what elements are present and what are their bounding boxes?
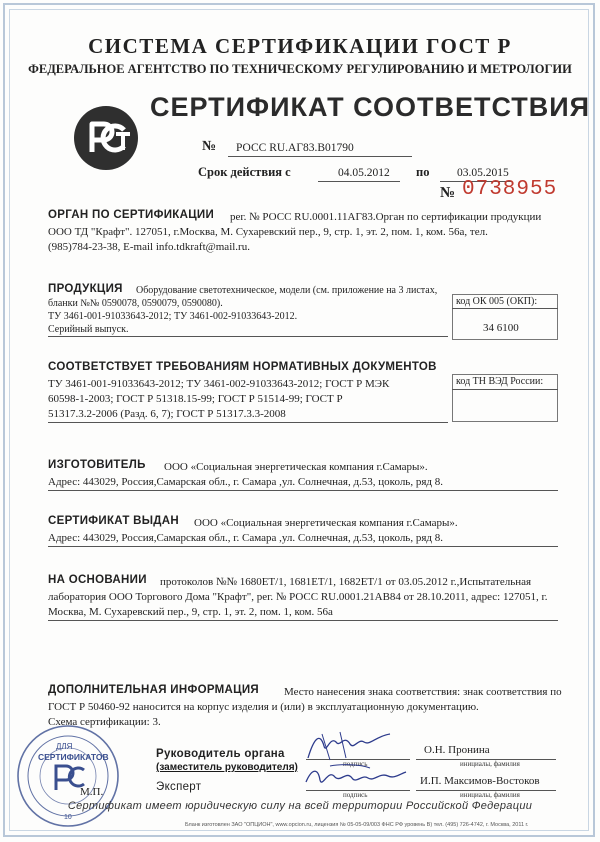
divider	[48, 620, 558, 621]
system-title: СИСТЕМА СЕРТИФИКАЦИИ ГОСТ Р	[88, 34, 512, 58]
basis-line-2: лаборатория ООО Торгового Дома "Крафт", рег. № РОСС RU.0001.21АВ84 от 28.10.2011, адрес: 127051, г.	[48, 591, 548, 603]
validity-to-label: по	[416, 165, 430, 179]
additional-info-label: ДОПОЛНИТЕЛЬНАЯ ИНФОРМАЦИЯ	[48, 684, 259, 696]
deputy-label: (заместитель руководителя)	[156, 762, 298, 773]
signature-hint: подпись	[343, 760, 368, 768]
divider	[452, 389, 558, 390]
cert-body-label: ОРГАН ПО СЕРТИФИКАЦИИ	[48, 209, 215, 221]
compliance-line-2: 60598-1-2003; ГОСТ Р 51318.15-99; ГОСТ Р 51514-99; ГОСТ Р	[48, 393, 343, 405]
stamp-top-text: ДЛЯ	[56, 742, 73, 751]
valid-from: 04.05.2012	[338, 167, 390, 179]
issued-to-label: СЕРТИФИКАТ ВЫДАН	[48, 515, 180, 527]
manufacturer-name: ООО «Социальная энергетическая компания г.Самары».	[164, 461, 428, 473]
blank-number: 0738955	[462, 178, 558, 201]
cert-number-sign: №	[202, 139, 217, 154]
blank-number-sign: №	[440, 185, 456, 201]
divider	[48, 336, 448, 337]
signature-hint: подпись	[343, 791, 368, 799]
agency-title: ФЕДЕРАЛЬНОЕ АГЕНТСТВО ПО ТЕХНИЧЕСКОМУ РЕГУЛИРОВАНИЮ И МЕТРОЛОГИИ	[28, 62, 572, 76]
issued-to-address: Адрес: 443029, Россия,Самарская обл., г. Самара ,ул. Солнечная, д.53, цоколь, ряд 8.	[48, 532, 443, 544]
cert-body-line-2: ООО ТД "Крафт". 127051, г.Москва, М. Сухаревский пер., 9, стр. 1, эт. 2, пом. 1, ком. 56а, тел.	[48, 226, 488, 238]
okp-code-value: 34 6100	[483, 322, 519, 334]
divider	[48, 490, 558, 491]
manufacturer-label: ИЗГОТОВИТЕЛЬ	[48, 459, 146, 471]
expert-name: И.П. Максимов-Востоков	[420, 775, 540, 787]
compliance-line-3: 51317.3.2-2006 (Разд. 6, 7); ГОСТ Р 51317.3.3-2008	[48, 408, 286, 420]
mp-label: М.П.	[80, 786, 104, 798]
head-name: О.Н. Пронина	[424, 744, 490, 756]
manufacturer-address: Адрес: 443029, Россия,Самарская обл., г. Самара ,ул. Солнечная, д.53, цоколь, ряд 8.	[48, 476, 443, 488]
additional-info-line-3: Схема сертификации: 3.	[48, 716, 161, 728]
printer-note: Бланк изготовлен ЗАО "ОПЦИОН", www.opcion.ru, лицензия № 05-05-09/003 ФНС РФ уровень В) тел. (495) 726-4742, г. Москва, 2011 г.	[185, 822, 529, 828]
product-label: ПРОДУКЦИЯ	[48, 283, 123, 295]
divider	[228, 156, 412, 157]
basis-line-3: Москва, М. Сухаревский пер., 9, стр. 1, эт. 2, пом. 1, ком. 56а	[48, 606, 333, 618]
product-line-1: Оборудование светотехническое, модели (см. приложение на 3 листах,	[136, 285, 438, 296]
divider	[48, 546, 558, 547]
head-label: Руководитель органа	[156, 748, 285, 760]
stamp-mid-text: СЕРТИФИКАТОВ	[38, 752, 109, 762]
initials-hint: инициалы, фамилия	[460, 791, 520, 799]
divider	[452, 308, 558, 309]
okp-code-label: код ОК 005 (ОКП):	[456, 296, 538, 307]
stamp-number: 10	[64, 814, 72, 821]
basis-line-1: протоколов №№ 1680ЕТ/1, 1681ЕТ/1, 1682ЕТ/1 от 03.05.2012 г.,Испытательная	[160, 576, 532, 588]
head-signature-icon	[300, 728, 400, 764]
validity-label: Срок действия с	[198, 165, 291, 179]
legal-footer: Сертификат имеет юридическую силу на всей территории Российской Федерации	[67, 800, 533, 812]
product-line-2: бланки №№ 0590078, 0590079, 0590080).	[48, 298, 223, 309]
additional-info-line-1: Место нанесения знака соответствия: знак соответствия по	[284, 686, 562, 698]
compliance-line-1: ТУ 3461-001-91033643-2012; ТУ 3461-002-91033643-2012; ГОСТ Р МЭК	[48, 378, 390, 390]
initials-hint: инициалы, фамилия	[460, 760, 520, 768]
cert-body-line-1: рег. № РОСС RU.0001.11АГ83.Орган по сертификации продукции	[230, 211, 542, 223]
cert-number: РОСС RU.АГ83.В01790	[236, 142, 354, 154]
divider	[318, 181, 400, 182]
issued-to-name: ООО «Социальная энергетическая компания г.Самары».	[194, 517, 458, 529]
gost-r-logo-icon	[72, 104, 140, 172]
cert-body-line-3: (985)784-23-38, E-mail info.tdkraft@mail.ru.	[48, 241, 250, 253]
product-line-3: ТУ 3461-001-91033643-2012; ТУ 3461-002-91033643-2012.	[48, 311, 298, 322]
document-title: СЕРТИФИКАТ СООТВЕТСТВИЯ	[150, 92, 591, 122]
product-line-4: Серийный выпуск.	[48, 324, 129, 335]
compliance-label: СООТВЕТСТВУЕТ ТРЕБОВАНИЯМ НОРМАТИВНЫХ ДОКУМЕНТОВ	[48, 361, 437, 373]
expert-label: Эксперт	[156, 781, 202, 793]
expert-signature-icon	[300, 762, 410, 792]
divider	[48, 422, 448, 423]
additional-info-line-2: ГОСТ Р 50460-92 наносится на корпус изделия и (или) в эксплуатационную документацию.	[48, 701, 479, 713]
valid-to: 03.05.2015	[457, 167, 509, 179]
tnved-code-label: код ТН ВЭД России:	[456, 376, 544, 387]
basis-label: НА ОСНОВАНИИ	[48, 574, 147, 586]
